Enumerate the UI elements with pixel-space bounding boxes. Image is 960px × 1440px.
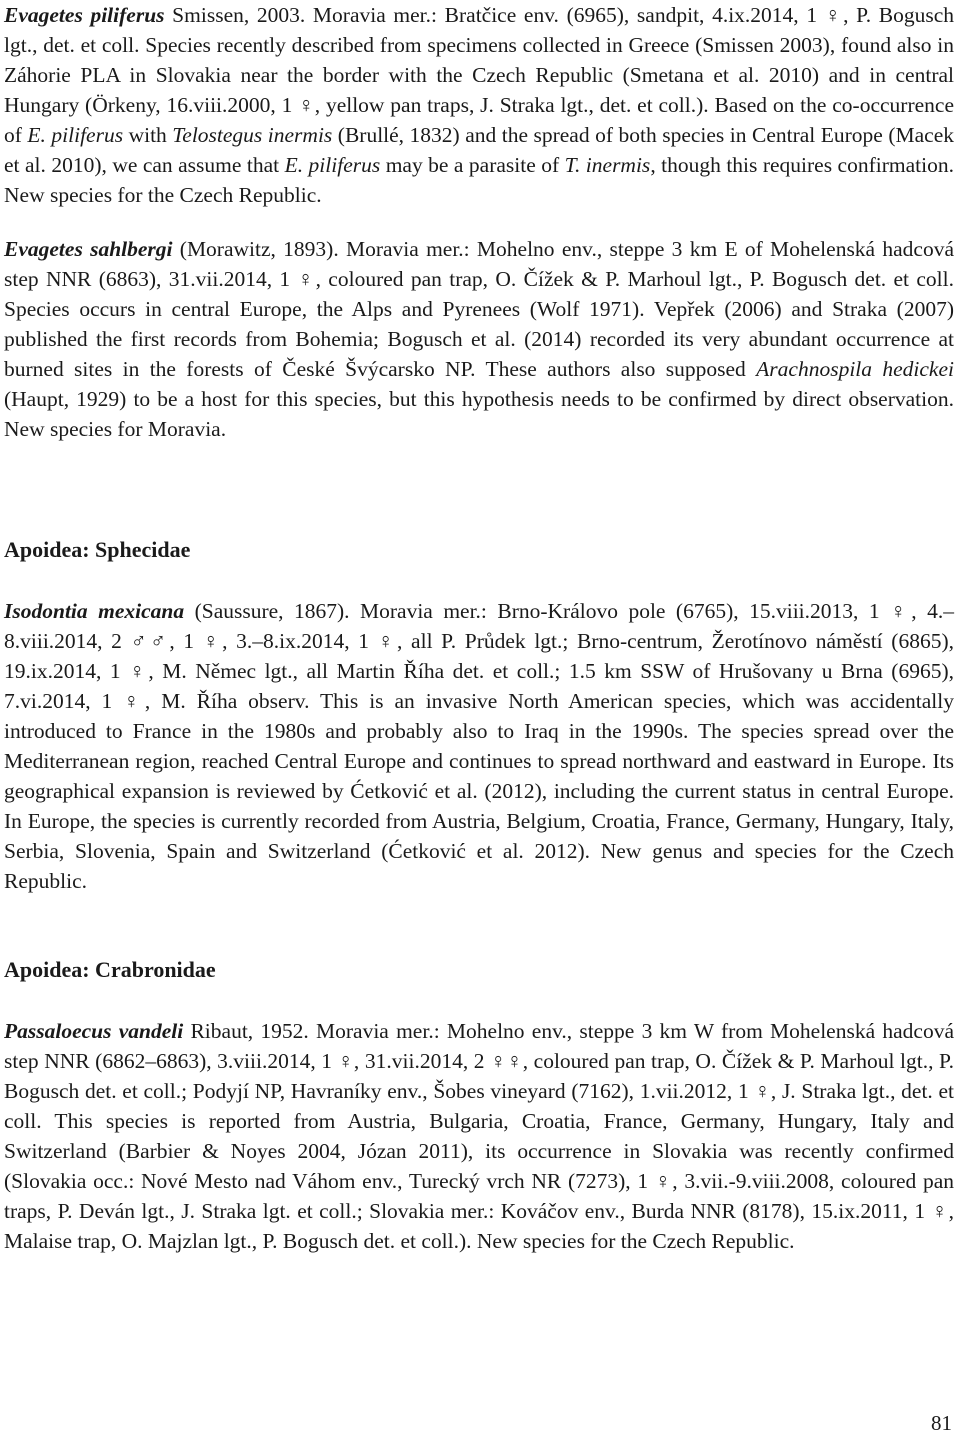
- text-run: Ribaut, 1952. Moravia mer.: Mohelno env., steppe 3 km W from Mohelenská hadcová step NNR (6862–6863), 3.viii.2014, 1 ♀, 31.vii.2014, 2 ♀♀, coloured pan trap, O. Čížek & P. Marhoul lgt., P. Bogusch det. et coll.; Podyjí NP, Havraníky env., Šobes vineyard (7162), 1.vii.2012, 1 ♀, J. Straka lgt., det. et coll. This species is reported from Austria, Bulgaria, Croatia, France, Germany, Hungary, Italy and Switzerland (Barbier & Noyes 2004, Józan 2011), its occurrence in Slovakia was recently confirmed (Slovakia occ.: Nové Mesto nad Váhom env., Turecký vrch NR (7273), 1 ♀, 3.vii.-9.viii.2008, coloured pan traps, P. Deván lgt., J. Straka lgt. et coll.; Slovakia mer.: Kováčov env., Burda NNR (8178), 15.ix.2011, 1 ♀, Malaise trap, O. Majzlan lgt., P. Bogusch det. et coll.). New species for the Czech Republic.: [4, 1019, 954, 1253]
- taxon-name: Evagetes piliferus: [4, 3, 165, 27]
- text-run: (Brullé, 1832) and the spread of both species in Central Europe (Macek et al. 2010), we can assume that: [4, 123, 954, 177]
- taxon-name: Isodontia mexicana: [4, 599, 185, 623]
- italic-species: T. inermis: [564, 153, 651, 177]
- section-heading-crabronidae: Apoidea: Crabronidae: [4, 957, 216, 982]
- paragraph-isodontia-mexicana: [4, 596, 954, 896]
- taxon-name: Passaloecus vandeli: [4, 1019, 184, 1043]
- text-run: may be a parasite of: [380, 153, 565, 177]
- italic-species: E. piliferus: [27, 123, 124, 147]
- text-run: , though this requires confirmation. New species for the Czech Republic.: [4, 153, 954, 207]
- paragraph-evagetes-piliferus: [4, 0, 954, 210]
- text-run: (Haupt, 1929) to be a host for this species, but this hypothesis needs to be confirmed by direct observation. New species for Moravia.: [4, 387, 954, 441]
- text-run: (Morawitz, 1893). Moravia mer.: Mohelno env., steppe 3 km E of Mohelenská hadcová step NNR (6863), 31.vii.2014, 1 ♀, coloured pan trap, O. Čížek & P. Marhoul lgt., P. Bogusch det. et coll. Species occurs in central Europe, the Alps and Pyrenees (Wolf 1971). Vepřek (2006) and Straka (2007) published the first records from Bohemia; Bogusch et al. (2014) recorded its very abundant occurrence at burned sites in the forests of České Švýcarsko NP. These authors also supposed: [4, 237, 954, 381]
- paragraph-evagetes-sahlbergi: [4, 234, 954, 444]
- italic-species: Telostegus inermis: [172, 123, 333, 147]
- text-run: with: [123, 123, 173, 147]
- paragraph-passaloecus-vandeli: [4, 1016, 954, 1256]
- section-heading-sphecidae: Apoidea: Sphecidae: [4, 537, 191, 562]
- taxon-name: Evagetes sahlbergi: [4, 237, 173, 261]
- italic-species: E. piliferus: [284, 153, 381, 177]
- text-run: Smissen, 2003. Moravia mer.: Bratčice env. (6965), sandpit, 4.ix.2014, 1 ♀, P. Bogusch lgt., det. et coll. Species recently described from specimens collected in Greece (Smissen 2003), found also in Záhorie PLA in Slovakia near the border with the Czech Republic (Smetana et al. 2010) and in central Hungary (Örkeny, 16.viii.2000, 1 ♀, yellow pan traps, J. Straka lgt., det. et coll.). Based on the co-occurrence of: [4, 3, 955, 147]
- italic-species: Arachnospila hedickei: [756, 357, 954, 381]
- page-number: 81: [931, 1411, 952, 1435]
- text-run: (Saussure, 1867). Moravia mer.: Brno-Královo pole (6765), 15.viii.2013, 1 ♀, 4.–8.viii.2014, 2 ♂♂, 1 ♀, 3.–8.ix.2014, 1 ♀, all P. Průdek lgt.; Brno-centrum, Žerotínovo náměstí (6865), 19.ix.2014, 1 ♀, M. Němec lgt., all Martin Říha det. et coll.; 1.5 km SSW of Hrušovany u Brna (6965), 7.vi.2014, 1 ♀, M. Říha observ. This is an invasive North American species, which was accidentally introduced to France in the 1980s and probably also to Iraq in the 1990s. The species spread over the Mediterranean region, reached Central Europe and continues to spread northward and eastward in Europe. Its geographical expansion is reviewed by Ćetković et al. (2012), including the current status in central Europe. In Europe, the species is currently recorded from Austria, Belgium, Croatia, France, Germany, Hungary, Italy, Serbia, Slovenia, Spain and Switzerland (Ćetković et al. 2012). New genus and species for the Czech Republic.: [4, 599, 955, 893]
